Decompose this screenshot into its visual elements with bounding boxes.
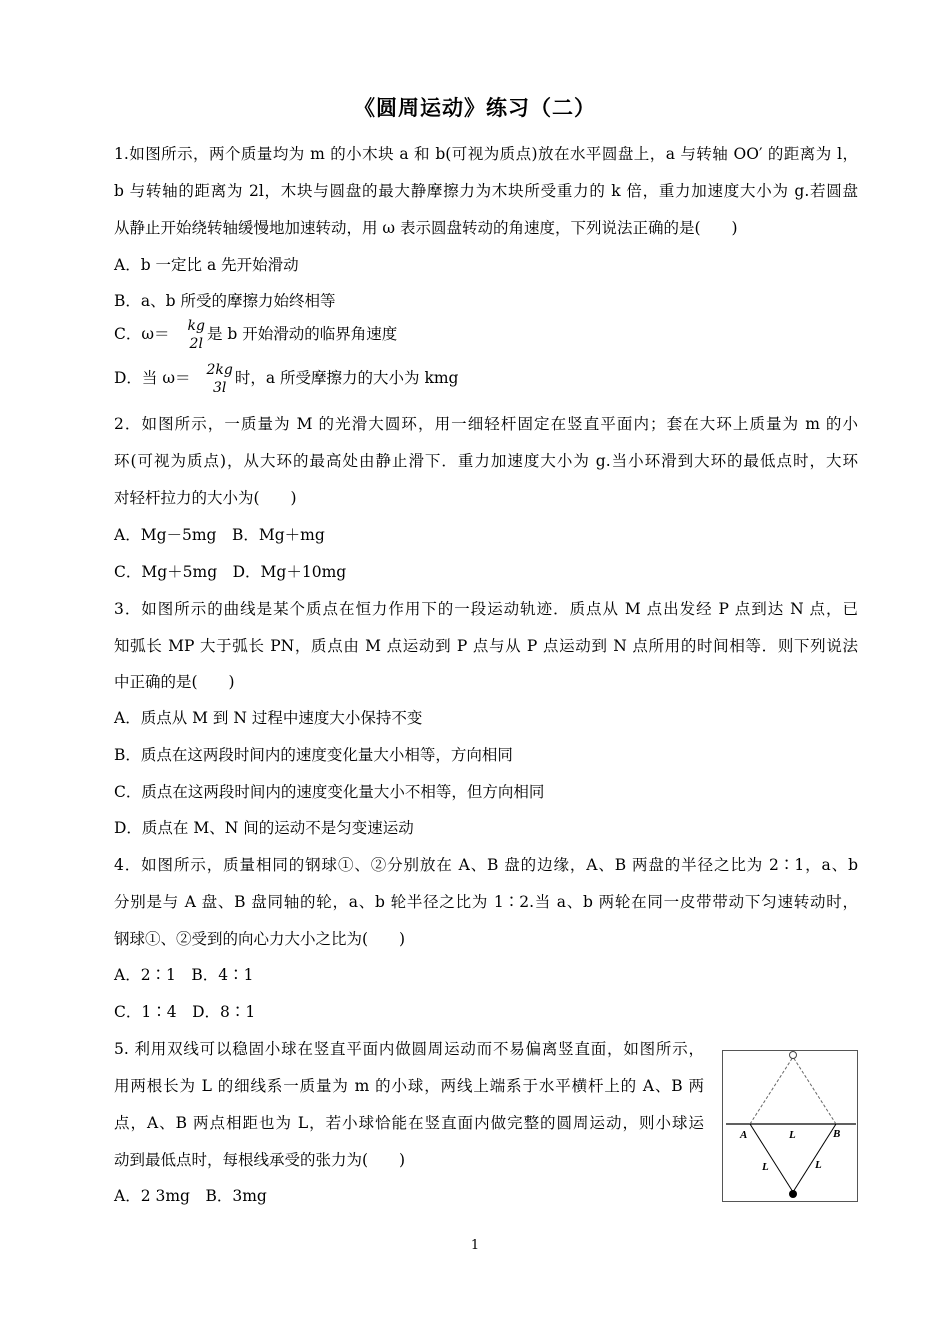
q2-options-cd: C．Mg＋5mg D．Mg＋10mg — [114, 563, 347, 581]
q1-option-c-numerator: kg — [187, 318, 205, 334]
q2-line-3: 对轻杆拉力的大小为( ) — [114, 489, 297, 507]
q1-option-c-denominator: 2l — [189, 336, 203, 352]
label-b: B — [833, 1128, 841, 1140]
q1-option-d-suffix: 时，a 所受摩擦力的大小为 kmg — [234, 369, 459, 387]
q1-option-c-suffix: 是 b 开始滑动的临界角速度 — [206, 325, 398, 343]
q3-option-d: D．质点在 M、N 间的运动不是匀变速运动 — [114, 819, 414, 837]
q3-option-a: A．质点从 M 到 N 过程中速度大小保持不变 — [114, 709, 423, 727]
ball — [789, 1190, 797, 1198]
q2-line-2: 环(可视为质点)，从大环的最高处由静止滑下．重力加速度大小为 g.当小环滑到大环的最低点时，大环 — [114, 452, 858, 470]
q1-option-a: A．b 一定比 a 先开始滑动 — [114, 256, 299, 274]
q4-options-cd: C．1∶4 D．8∶1 — [114, 1003, 256, 1021]
label-l-top: L — [789, 1129, 796, 1141]
q5-line-3: 点，A、B 两点相距也为 L，若小球恰能在竖直面内做完整的圆周运动，则小球运 — [114, 1114, 704, 1132]
label-l-left: L — [762, 1161, 769, 1173]
q1-option-c-fraction — [188, 317, 205, 353]
q1-option-d-numerator: 2kg — [206, 362, 233, 378]
q1-option-c-prefix: C．ω＝ — [114, 325, 170, 343]
q5-options-ab: A．2 3mg B．3mg — [114, 1187, 267, 1205]
q1-option-c — [114, 316, 397, 353]
q1-option-d-prefix: D．当 ω＝ — [114, 369, 191, 387]
q2-line-1: 2．如图所示，一质量为 M 的光滑大圆环，用一细轻杆固定在竖直平面内；套在大环上质量为 m 的小 — [114, 415, 858, 433]
q1-option-d-fraction — [207, 361, 233, 397]
q3-option-c: C．质点在这两段时间内的速度变化量大小不相等，但方向相同 — [114, 783, 545, 801]
q5-line-4: 动到最低点时，每根线承受的张力为( ) — [114, 1151, 406, 1169]
q1-line-3: 从静止开始绕转轴缓慢地加速转动，用 ω 表示圆盘转动的角速度，下列说法正确的是( ) — [114, 219, 738, 237]
q4-options-ab: A．2∶1 B．4∶1 — [114, 966, 254, 984]
q1-option-b: B．a、b 所受的摩擦力始终相等 — [114, 292, 336, 310]
figure-border — [723, 1051, 858, 1202]
page-title: 《圆周运动》练习（二） — [354, 96, 596, 120]
q5-line-2: 用两根长为 L 的细线系一质量为 m 的小球，两线上端系于水平横杆上的 A、B 两 — [114, 1077, 704, 1095]
q5-figure — [722, 1050, 858, 1202]
q3-option-b: B．质点在这两段时间内的速度变化量大小相等，方向相同 — [114, 746, 513, 764]
q4-line-2: 分别是与 A 盘、B 盘同轴的轮，a、b 轮半径之比为 1∶2.当 a、b 两轮在同一皮带带动下匀速转动时， — [114, 893, 858, 911]
q4-line-3: 钢球①、②受到的向心力大小之比为( ) — [114, 930, 406, 948]
q3-line-1: 3．如图所示的曲线是某个质点在恒力作用下的一段运动轨迹．质点从 M 点出发经 P 点到达 N 点，已 — [114, 600, 858, 618]
label-a: A — [740, 1129, 748, 1141]
q3-line-2: 知弧长 MP 大于弧长 PN，质点由 M 点运动到 P 点与从 P 点运动到 N 点所用的时间相等．则下列说法 — [114, 637, 858, 655]
label-l-right: L — [815, 1159, 822, 1171]
q4-line-1: 4．如图所示，质量相同的钢球①、②分别放在 A、B 盘的边缘，A、B 两盘的半径之比为 2∶1，a、b — [114, 856, 858, 874]
q1-line-1: 1.如图所示，两个质量均为 m 的小木块 a 和 b(可视为质点)放在水平圆盘上，a 与转轴 OO′ 的距离为 l， — [114, 145, 858, 163]
q1-option-d-denominator: 3l — [212, 380, 227, 396]
page-number: 1 — [470, 1238, 480, 1253]
q1-option-d — [114, 360, 458, 397]
q2-options-ab: A．Mg－5mg B．Mg＋mg — [114, 526, 325, 544]
top-ball-position — [790, 1052, 797, 1059]
q1-line-2: b 与转轴的距离为 2l，木块与圆盘的最大静摩擦力为木块所受重力的 k 倍，重力加速度大小为 g.若圆盘 — [114, 182, 858, 200]
q3-line-3: 中正确的是( ) — [114, 673, 235, 691]
q5-line-1: 5. 利用双线可以稳固小球在竖直平面内做圆周运动而不易偏离竖直面，如图所示， — [114, 1040, 704, 1058]
